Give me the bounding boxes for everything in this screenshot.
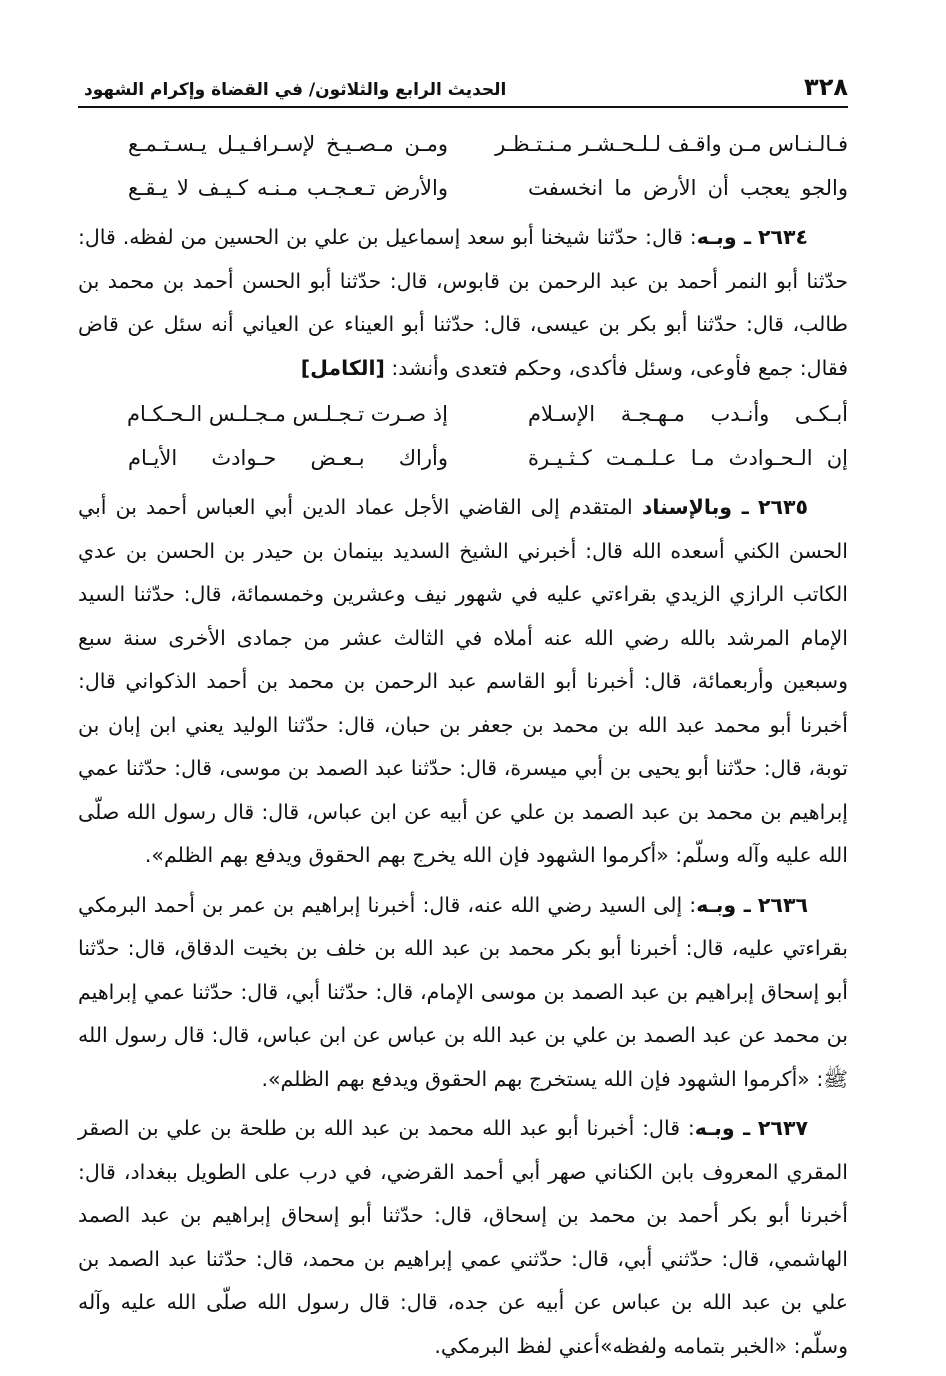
hadith-2635 (78, 486, 848, 878)
hadith-number: ٢٦٣٦ (757, 892, 808, 917)
verse-first-hemistich: فـالـنـاس مـن واقـف لـلـحـشـر مـنـتـظـر (495, 132, 848, 156)
verse-first-hemistich: إن الـحـوادث مـا عـلـمـت كـثـيـرة (528, 446, 848, 470)
poem-verses-1 (78, 122, 848, 210)
hadith-text: المتقدم إلى القاضي الأجل عماد الدين أبي العباس أحمد بن أبي الحسن الكني أسعده الله قال: أخبرني الشيخ السديد بينمان بن حيدر بن الحسن بن عدي الكاتب الرازي الزيدي بقراءتي عليه في شهور نيف وعشرين وخمسمائة، قال: حدّثنا السيد الإمام المرشد بالله رضي الله عنه أملاه في الثالث عشر من جمادى الأخرى سنة سبع وسبعين وأربعمائة، قال: أخبرنا أبو القاسم عبد الرحمن بن محمد بن أحمد الذكواني قال: أخبرنا أبو محمد عبد الله بن محمد بن جعفر بن حبان، قال: حدّثنا الوليد يعني ابن إبان بن توبة، قال: حدّثنا أبو يحيى بن أبي ميسرة، قال: حدّثنا عبد الصمد بن موسى، قال: حدّثنا عمي إبراهيم بن محمد بن عبد الصمد بن علي عن أبيه عن ابن عباس، قال: قال رسول الله صلّى الله عليه وآله وسلّم: «أكرموا الشهود فإن الله يخرج بهم الحقوق ويدفع بهم الظلم». (78, 495, 848, 867)
hadith-text: : قال: أخبرنا أبو عبد الله محمد بن عبد الله بن طلحة بن علي بن الصقر المقري المعروف بابن الكناني صهر أبي أحمد القرضي، في درب على الطويل ببغداد، قال: أخبرنا أبو بكر أحمد بن محمد بن إسحاق، قال: حدّثنا أبو إسحاق إبراهيم بن عبد الصمد الهاشمي، قال: حدّثني أبي، قال: حدّثني عمي إبراهيم بن محمد، قال: حدّثنا عبد الصمد بن علي بن عبد الله بن عباس عن أبيه عن جده، قال: قال رسول الله صلّى الله عليه وآله وسلّم: «الخبر بتمامه ولفظه»أعني لفظ البرمكي. (78, 1116, 848, 1358)
page-number: ٣٢٨ (804, 73, 848, 101)
hadith-2636 (78, 884, 848, 1102)
hadith-2637 (78, 1107, 848, 1368)
hadith-number: ٢٦٣٧ (757, 1116, 808, 1140)
hadith-2634 (78, 216, 848, 390)
verse-second-hemistich: وأراك بـعـض حـوادث الأيـام (128, 446, 448, 470)
hadith-number: ٢٦٣٥ (757, 495, 808, 519)
hadith-opening: ـ وبـه (696, 225, 752, 249)
chapter-title: الحديث الرابع والثلاثون/ في القضاة وإكرام الشهود (78, 78, 506, 102)
verse-line (78, 392, 848, 436)
hadith-number: ٢٦٣٤ (757, 225, 808, 249)
verse-second-hemistich: والأرض تـعـجـب مـنـه كـيـف لا يـقـع (128, 176, 448, 200)
verse-line (78, 166, 848, 210)
poetic-meter: [الكامل] (300, 355, 385, 380)
verse-second-hemistich: ومـن مـصـيـخ لإسـرافـيـل يـسـتـمـع (128, 132, 448, 156)
verse-first-hemistich: أبـكـى وأنـدب مـهـجـة الإسـلام (528, 402, 848, 426)
running-header (78, 62, 848, 108)
book-page (78, 62, 848, 1358)
verse-second-hemistich: إذ صـرت تـجـلـس مـجـلـس الـحـكـام (126, 402, 448, 426)
hadith-opening: ـ وبالإسناد (641, 495, 749, 519)
verse-first-hemistich: والجو يعجب أن الأرض ما انخسفت (528, 176, 848, 200)
poem-verses-2 (78, 392, 848, 480)
verse-line (78, 436, 848, 480)
hadith-opening: ـ وبـه (696, 892, 751, 917)
verse-line (78, 122, 848, 166)
hadith-text: : قال: حدّثنا شيخنا أبو سعد إسماعيل بن علي بن الحسين من لفظه. قال: حدّثنا أبو النمر أحمد بن عبد الرحمن بن قابوس، قال: حدّثنا أبو الحسن أحمد بن محمد بن طالب، قال: حدّثنا أبو بكر بن عيسى، قال: حدّثنا أبو العيناء عن العياني أنه سئل عن قاض فقال: جمع فأوعى، وسئل فأكدى، وحكم فتعدى وأنشد: (78, 225, 848, 380)
hadith-opening: ـ وبـه (694, 1116, 751, 1140)
hadith-text: : إلى السيد رضي الله عنه، قال: أخبرنا إبراهيم بن عمر بن أحمد البرمكي بقراءتي عليه، قال: أخبرنا أبو بكر محمد بن عبد الله بن خلف بن بخيت الدقاق، قال: حدّثنا أبو إسحاق إبراهيم بن عبد الصمد بن موسى الإمام، قال: حدّثنا أبي، قال: حدّثنا عمي إبراهيم بن محمد عن عبد الصمد بن علي بن عبد الله بن عباس عن ابن عباس، قال: قال رسول الله ﷺ: «أكرموا الشهود فإن الله يستخرج بهم الحقوق ويدفع بهم الظلم». (78, 892, 848, 1091)
